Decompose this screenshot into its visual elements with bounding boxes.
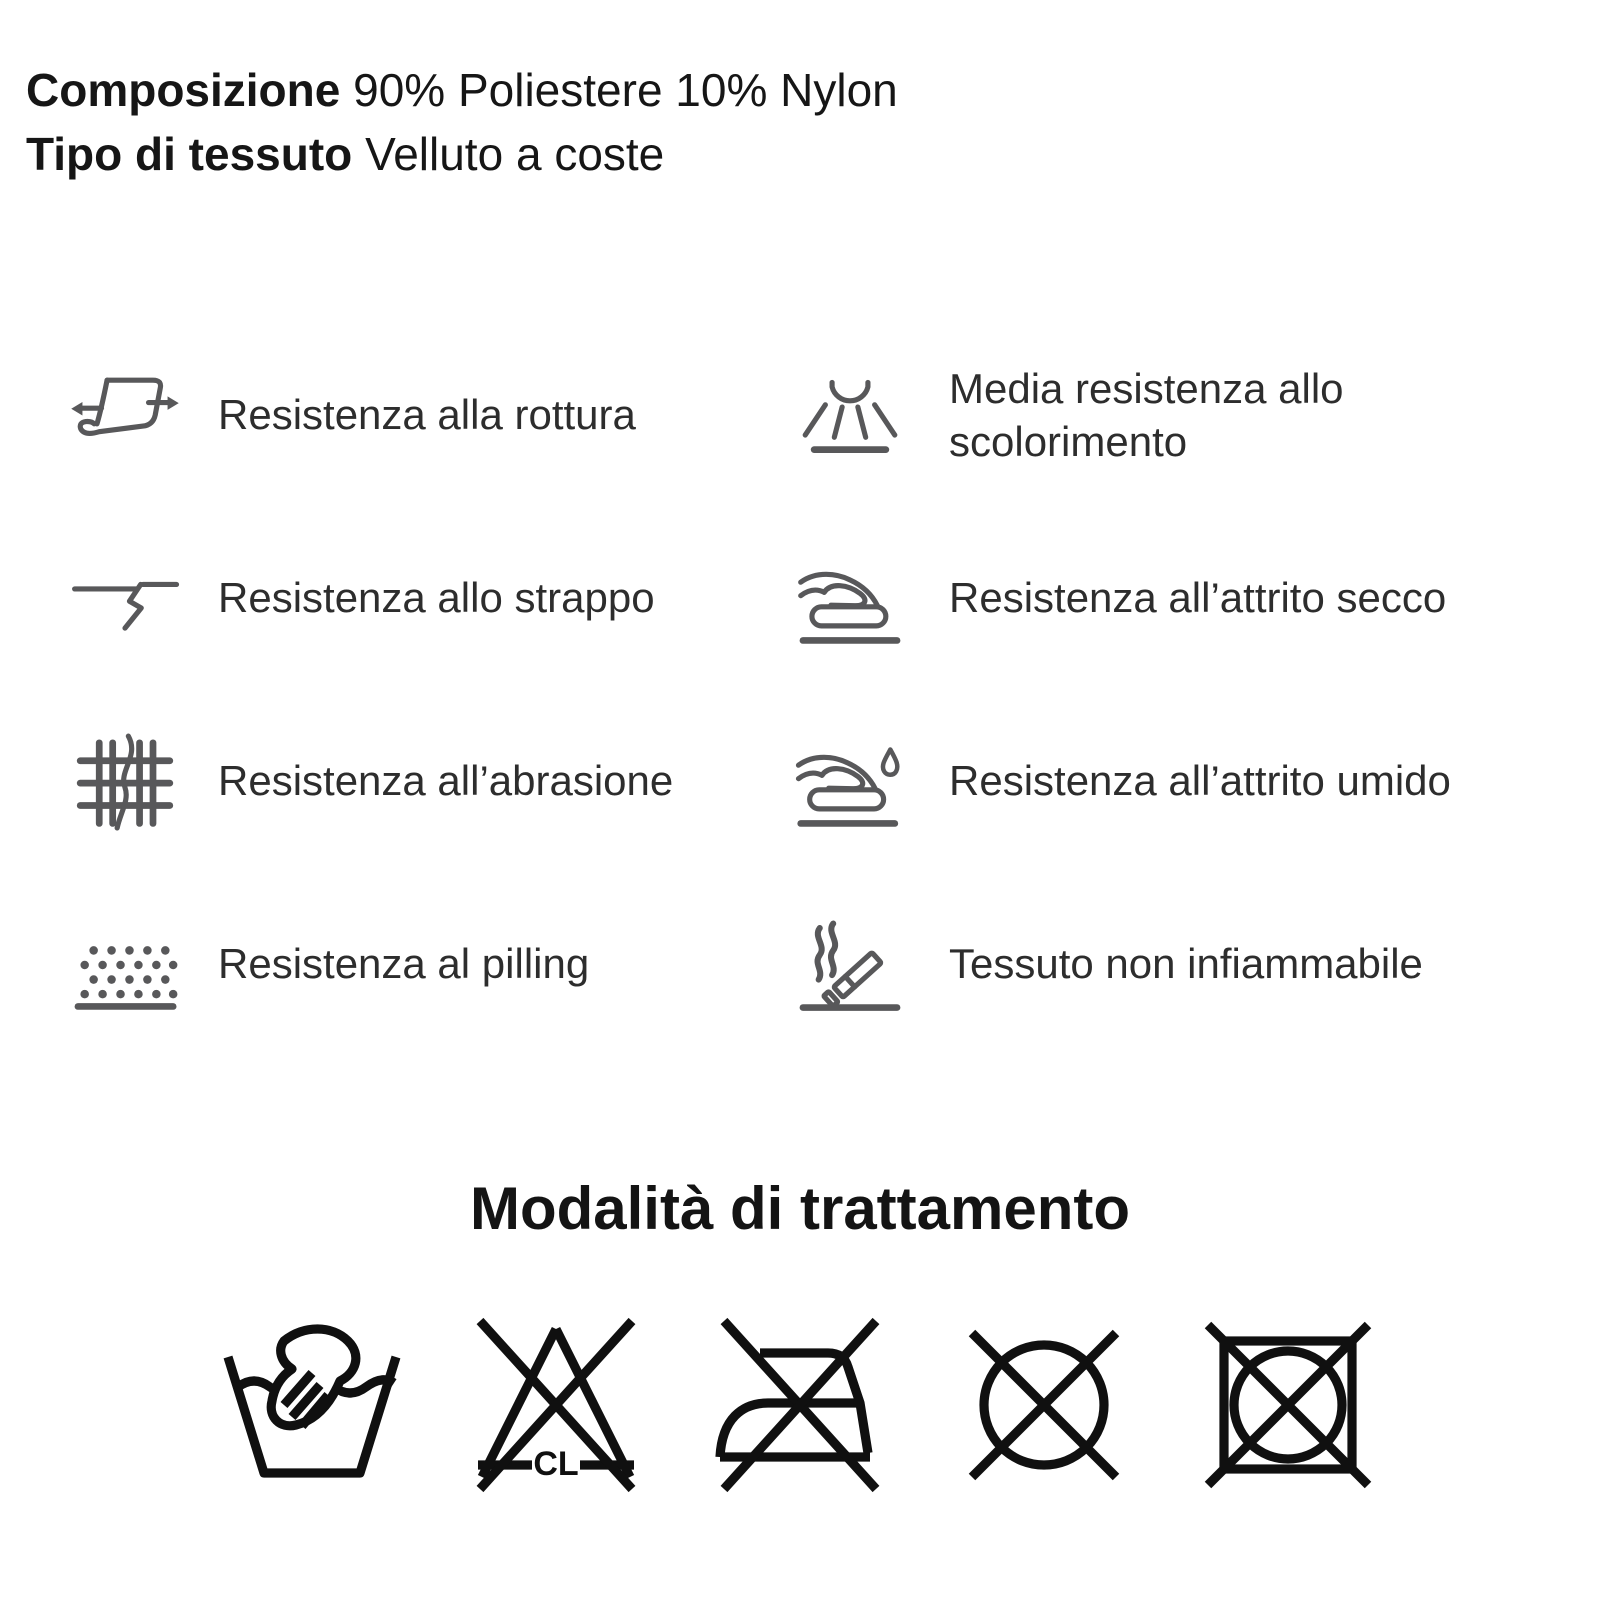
composition-value: 90% Poliestere 10% Nylon bbox=[353, 64, 898, 116]
feature-label: Resistenza allo strappo bbox=[218, 574, 655, 622]
feature-label: Resistenza alla rottura bbox=[218, 391, 636, 439]
care-symbols-row bbox=[0, 1305, 1600, 1505]
composition-block bbox=[0, 0, 1600, 186]
sun-fade-icon bbox=[775, 360, 925, 472]
care-title: Modalità di trattamento bbox=[469, 1175, 1131, 1242]
weave-abrasion-icon bbox=[50, 726, 200, 838]
feature-rottura bbox=[50, 324, 775, 507]
composition-label: Composizione bbox=[26, 64, 341, 116]
do-not-bleach-icon bbox=[456, 1305, 656, 1505]
hand-rub-dry-icon bbox=[775, 543, 925, 655]
stretch-break-icon bbox=[50, 360, 200, 472]
feature-pilling bbox=[50, 873, 775, 1056]
composition-line bbox=[26, 58, 1570, 122]
features-grid bbox=[0, 324, 1600, 1056]
feature-label: Tessuto non infiammabile bbox=[949, 940, 1423, 988]
feature-abrasione bbox=[50, 690, 775, 873]
feature-attrito-umido bbox=[775, 690, 1560, 873]
cigarette-icon bbox=[775, 909, 925, 1021]
pilling-dots-icon bbox=[50, 909, 200, 1021]
do-not-dry-clean-icon bbox=[944, 1305, 1144, 1505]
feature-non-infiammabile bbox=[775, 873, 1560, 1056]
bleach-code-label: CL bbox=[533, 1445, 579, 1483]
do-not-tumble-dry-icon bbox=[1188, 1305, 1388, 1505]
fabric-type-label: Tipo di tessuto bbox=[26, 128, 353, 180]
fabric-type-value: Velluto a coste bbox=[365, 128, 665, 180]
feature-scolorimento bbox=[775, 324, 1560, 507]
feature-strappo bbox=[50, 507, 775, 690]
feature-label: Resistenza al pilling bbox=[218, 940, 590, 988]
fabric-type-line bbox=[26, 122, 1570, 186]
feature-label: Resistenza all’attrito umido bbox=[949, 757, 1451, 805]
feature-label: Media resistenza allo scolorimento bbox=[949, 365, 1344, 465]
hand-wash-icon bbox=[212, 1305, 412, 1505]
tear-icon bbox=[50, 543, 200, 655]
feature-label: Resistenza all’attrito secco bbox=[949, 574, 1447, 622]
feature-label: Resistenza all’abrasione bbox=[218, 757, 674, 805]
feature-attrito-secco bbox=[775, 507, 1560, 690]
hand-rub-wet-icon bbox=[775, 726, 925, 838]
do-not-iron-icon bbox=[700, 1305, 900, 1505]
